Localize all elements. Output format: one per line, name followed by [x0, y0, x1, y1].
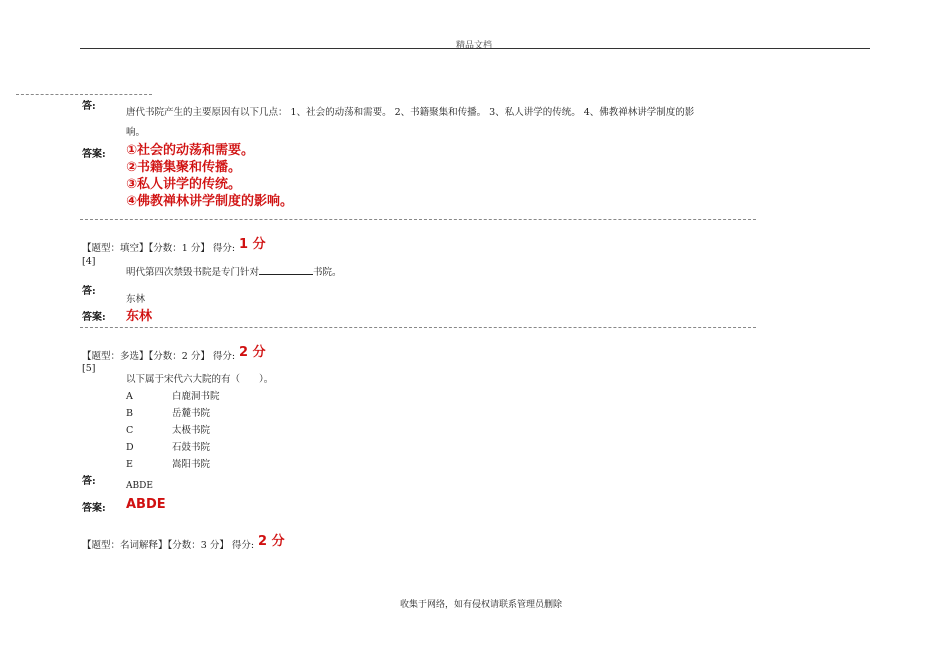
q5-option: [126, 388, 220, 405]
q5-options: [126, 388, 220, 473]
q3-key-list: [126, 142, 293, 210]
page-header-title: 精品文档: [456, 41, 493, 51]
section-divider: [80, 327, 756, 328]
q6-meta: [82, 533, 285, 552]
q3-answer-text-line2: 响。: [126, 127, 146, 138]
q4-answer-text: 东林: [126, 294, 146, 305]
section-divider-short: [16, 94, 152, 95]
q5-number: [5]: [82, 363, 96, 374]
q5-option: [126, 405, 220, 422]
q5-key-text: ABDE: [126, 497, 166, 512]
q4-key-text: 东林: [126, 309, 153, 324]
option-letter: D: [126, 442, 134, 453]
q5-meta: [82, 344, 266, 363]
q5-answer-text: ABDE: [126, 481, 153, 491]
q3-answer-label: 答:: [82, 101, 96, 112]
q3-key-line: ③私人讲学的传统。: [126, 177, 242, 192]
q4-answer-label: 答:: [82, 286, 96, 297]
q5-option: [126, 439, 220, 456]
q5-answer-label: 答:: [82, 476, 96, 487]
q4-key-label: 答案:: [82, 312, 106, 323]
q5-option: [126, 422, 220, 439]
page-footer-note: 收集于网络，如有侵权请联系管理员删除: [400, 600, 563, 610]
q3-key-label: 答案:: [82, 149, 106, 160]
q4-blank: [259, 265, 313, 275]
section-divider: [80, 219, 756, 220]
option-letter: B: [126, 408, 133, 419]
option-text: 太极书院: [172, 425, 211, 436]
q4-number: [4]: [82, 256, 96, 267]
q4-meta-text: 【题型：填空】【分数：1 分】 得分:: [82, 243, 236, 254]
q6-meta-text: 【题型：名词解释】【分数：3 分】 得分:: [82, 540, 255, 551]
option-text: 岳麓书院: [172, 408, 211, 419]
q5-meta-text: 【题型：多选】【分数：2 分】 得分:: [82, 351, 236, 362]
option-text: 嵩阳书院: [172, 459, 211, 470]
header-rule: [80, 48, 870, 49]
option-letter: A: [126, 391, 133, 402]
q3-key-line: ①社会的动荡和需要。: [126, 143, 255, 158]
q5-option: [126, 456, 220, 473]
q4-question: [126, 264, 342, 278]
q4-meta: [82, 236, 266, 255]
q4-question-pre: 明代第四次禁毁书院是专门针对: [126, 267, 260, 278]
option-text: 白鹿洞书院: [172, 391, 220, 402]
q3-answer-text-line1: 唐代书院产生的主要原因有以下几点： 1、社会的动荡和需要。 2、书籍聚集和传播。 3、私人讲学的传统。 4、佛教禅林讲学制度的影: [126, 107, 695, 118]
q3-key-line: ④佛教禅林讲学制度的影响。: [126, 194, 294, 209]
option-letter: C: [126, 425, 134, 436]
q4-question-post: 书院。: [313, 267, 342, 278]
option-text: 石鼓书院: [172, 442, 211, 453]
q4-score: 1 分: [239, 237, 266, 252]
q6-score: 2 分: [258, 534, 285, 549]
q5-key-label: 答案:: [82, 503, 106, 514]
q3-key-line: ②书籍集聚和传播。: [126, 160, 242, 175]
option-letter: E: [126, 459, 133, 470]
q5-question: 以下属于宋代六大院的有（ ）。: [126, 374, 274, 385]
q5-score: 2 分: [239, 345, 266, 360]
